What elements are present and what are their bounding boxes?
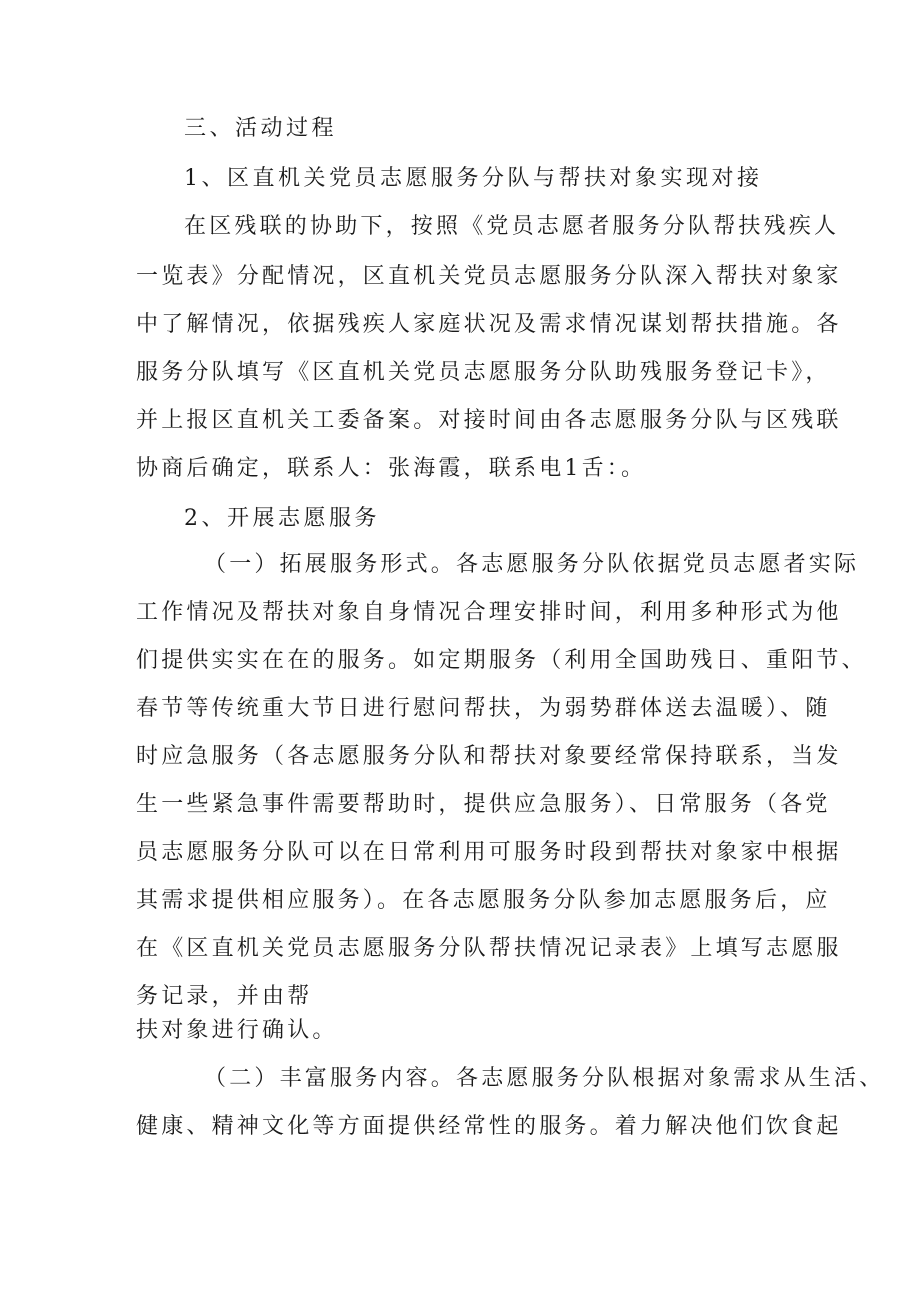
paragraph-line: 其需求提供相应服务）。在各志愿服务分队参加志愿服务后，应 <box>136 888 831 913</box>
paragraph-line: （一）拓展服务形式。各志愿服务分队依据党员志愿者实际 <box>204 552 860 577</box>
paragraph-line: 生一些紧急事件需要帮助时，提供应急服务）、日常服务（各党 <box>136 792 831 817</box>
paragraph-line: 时应急服务（各志愿服务分队和帮扶对象要经常保持联系，当发 <box>136 744 842 769</box>
sub-heading-volunteer-service: 2、开展志愿服务 <box>184 506 380 531</box>
paragraph-line: 健康、精神文化等方面提供经常性的服务。着力解决他们饮食起 <box>136 1114 842 1139</box>
paragraph-line: 中了解情况，依据残疾人家庭状况及需求情况谋划帮扶措施。各 <box>136 312 842 337</box>
paragraph-line: 在区残联的协助下，按照《党员志愿者服务分队帮扶残疾人 <box>184 214 840 239</box>
paragraph-line: 务记录，并由帮 <box>136 984 313 1009</box>
paragraph-line: 在《区直机关党员志愿服务分队帮扶情况记录表》上填写志愿服 <box>136 936 842 961</box>
paragraph-line: 扶对象进行确认。 <box>136 1018 338 1043</box>
paragraph-line: 工作情况及帮扶对象自身情况合理安排时间，利用多种形式为他 <box>136 600 842 625</box>
paragraph-line: 春节等传统重大节日进行慰问帮扶，为弱势群体送去温暖）、随 <box>136 696 831 721</box>
section-heading: 三、活动过程 <box>184 116 338 141</box>
paragraph-line: 并上报区直机关工委备案。对接时间由各志愿服务分队与区残联 <box>136 408 842 433</box>
paragraph-line: 们提供实实在在的服务。如定期服务（利用全国助残日、重阳节、 <box>136 648 867 673</box>
paragraph-line: （二）丰富服务内容。各志愿服务分队根据对象需求从生活、 <box>204 1066 885 1091</box>
paragraph-line: 服务分队填写《区直机关党员志愿服务分队助残服务登记卡》， <box>136 360 831 385</box>
paragraph-line: 一览表》分配情况，区直机关党员志愿服务分队深入帮扶对象家 <box>136 264 842 289</box>
sub-heading-docking: 1、区直机关党员志愿服务分队与帮扶对象实现对接 <box>184 166 763 191</box>
paragraph-line: 协商后确定，联系人：张海霞，联系电1舌：。 <box>136 456 647 481</box>
paragraph-line: 员志愿服务分队可以在日常利用可服务时段到帮扶对象家中根据 <box>136 840 842 865</box>
